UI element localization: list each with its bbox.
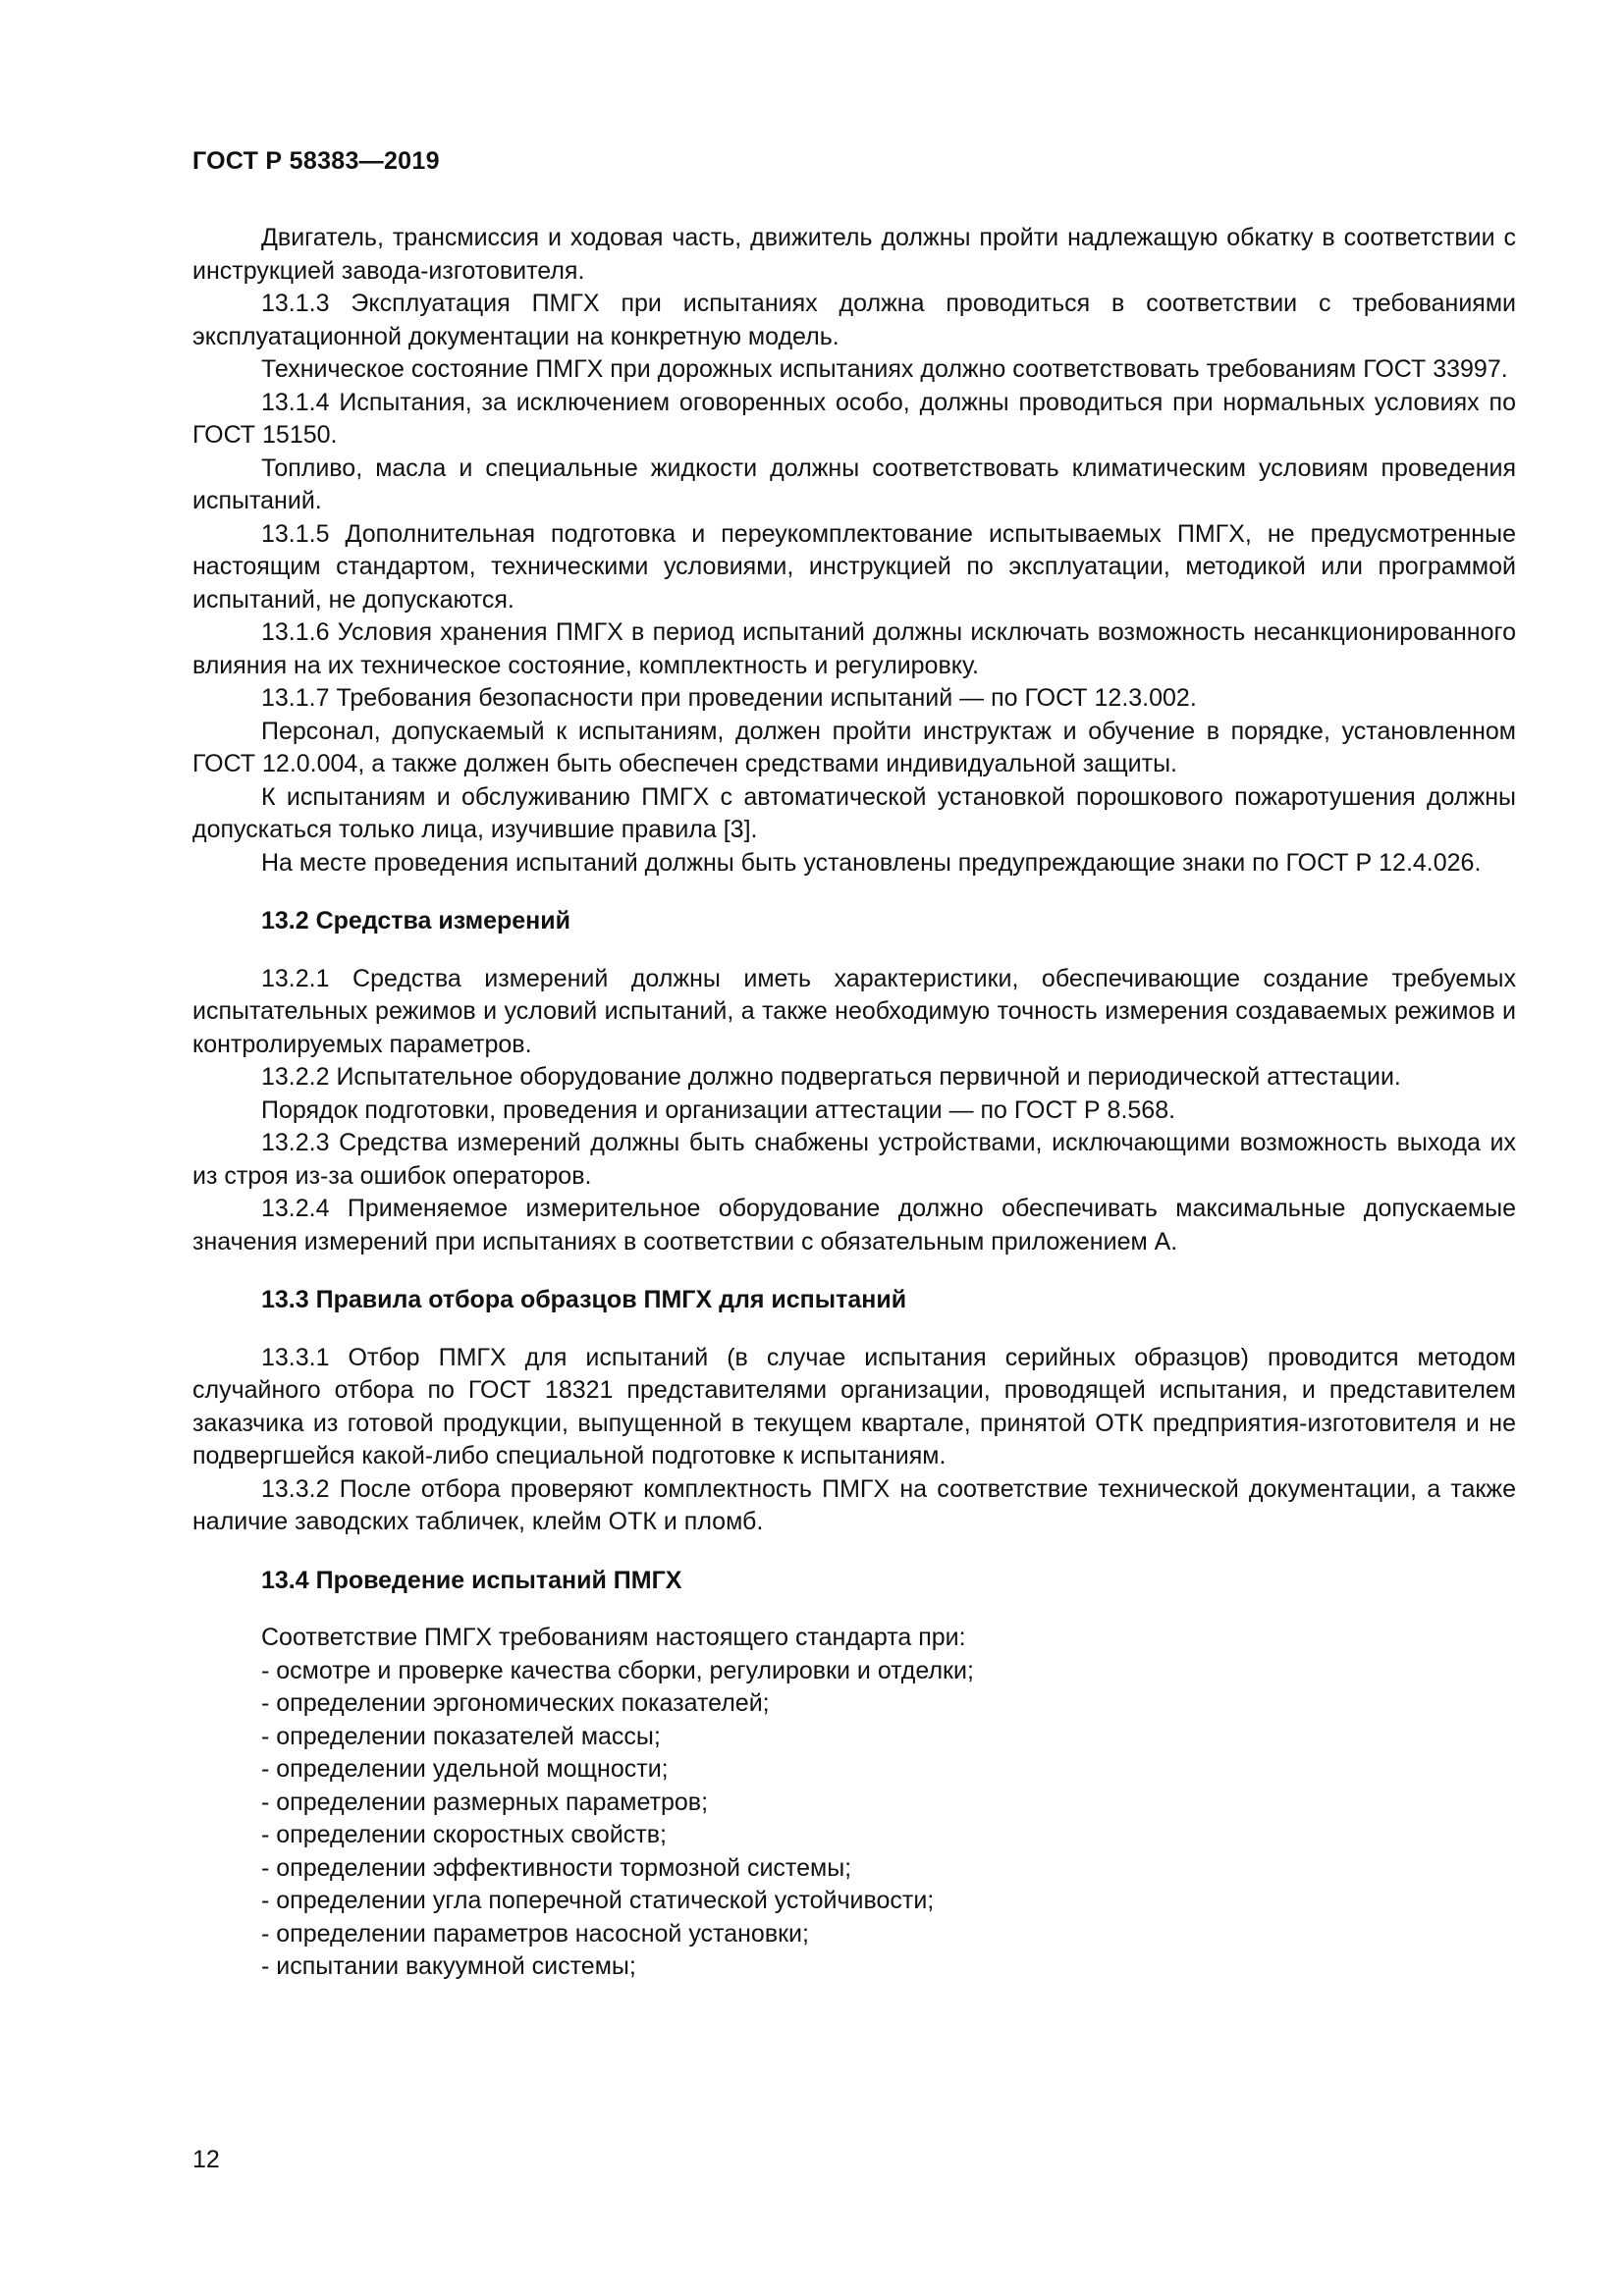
list-intro: Соответствие ПМГХ требованиям настоящего стандарта при:: [261, 1624, 966, 1651]
paragraph: 13.2.2 Испытательное оборудование должно подвергаться первичной и периодической аттестации.: [261, 1063, 1401, 1091]
list-item: - осмотре и проверке качества сборки, регулировки и отделки;: [261, 1655, 1516, 1688]
list-item: - испытании вакуумной системы;: [261, 1950, 1516, 1984]
paragraph: На месте проведения испытаний должны быть установлены предупреждающие знаки по ГОСТ Р 12.4.026.: [261, 848, 1482, 877]
list-item: - определении удельной мощности;: [261, 1753, 1516, 1787]
paragraph: Порядок подготовки, проведения и организации аттестации — по ГОСТ Р 8.568.: [261, 1095, 1176, 1124]
paragraph: К испытаниям и обслуживанию ПМГХ с автоматической установкой порошкового пожаротушения должны допускаться только лица, изучившие правила [3].: [192, 782, 1516, 843]
paragraph: 13.3.1 Отбор ПМГХ для испытаний (в случае испытания серийных образцов) проводится методом случайного отбора по ГОСТ 18321 представителями организации, проводящей испытания, и представителем заказчика из готовой продукции, выпущенной в текущем квартале, принятой ОТК предприятия-изготовителя и не подвергшейся какой-либо специальной подготовке к испытаниям.: [192, 1343, 1516, 1469]
section-heading-13-4: 13.4 Проведение испытаний ПМГХ: [261, 1566, 682, 1594]
paragraph: 13.3.2 После отбора проверяют комплектность ПМГХ на соответствие технической документации, а также наличие заводских табличек, клейм ОТК и пломб.: [192, 1474, 1516, 1535]
list-item: - определении показателей массы;: [261, 1721, 1516, 1754]
list-item: - определении размерных параметров;: [261, 1787, 1516, 1820]
paragraph: Персонал, допускаемый к испытаниям, должен пройти инструктаж и обучение в порядке, установленном ГОСТ 12.0.004, а также должен быть обеспечен средствами индивидуальной защиты.: [192, 717, 1516, 777]
paragraph: 13.2.3 Средства измерений должны быть снабжены устройствами, исключающими возможность выхода их из строя из-за ошибок операторов.: [192, 1129, 1516, 1190]
section-heading-13-2: 13.2 Средства измерений: [261, 907, 570, 934]
list-item: - определении эффективности тормозной системы;: [261, 1852, 1516, 1886]
paragraph: 13.1.5 Дополнительная подготовка и переукомплектование испытываемых ПМГХ, не предусмотренные настоящим стандартом, техническими условиями, инструкцией по эксплуатации, методикой или программой испытаний, не допускаются.: [192, 519, 1516, 614]
list-item: - определении скоростных свойств;: [261, 1819, 1516, 1852]
paragraph: Двигатель, трансмиссия и ходовая часть, движитель должны пройти надлежащую обкатку в соответствии с инструкцией завода-изготовителя.: [192, 224, 1516, 285]
paragraph: 13.2.4 Применяемое измерительное оборудование должно обеспечивать максимальные допускаемые значения измерений при испытаниях в соответствии с обязательным приложением А.: [192, 1195, 1516, 1255]
section-heading-13-3: 13.3 Правила отбора образцов ПМГХ для испытаний: [261, 1286, 907, 1313]
list-item: - определении эргономических показателей;: [261, 1687, 1516, 1721]
paragraph: Топливо, масла и специальные жидкости должны соответствовать климатическим условиям проведения испытаний.: [192, 454, 1516, 514]
paragraph: 13.1.3 Эксплуатация ПМГХ при испытаниях должна проводиться в соответствии с требованиями эксплуатационной документации на конкретную модель.: [192, 290, 1516, 350]
list-item: - определении параметров насосной установки;: [261, 1918, 1516, 1951]
list-item: - определении угла поперечной статической устойчивости;: [261, 1885, 1516, 1918]
paragraph: 13.1.6 Условия хранения ПМГХ в период испытаний должны исключать возможность несанкционированного влияния на их техническое состояние, комплектность и регулировку.: [192, 618, 1516, 679]
paragraph: 13.1.7 Требования безопасности при проведении испытаний — по ГОСТ 12.3.002.: [261, 684, 1197, 712]
document-body: [192, 222, 1516, 1984]
test-list: [192, 1655, 1516, 1984]
paragraph: Техническое состояние ПМГХ при дорожных испытаниях должно соответствовать требованиям ГОСТ 33997.: [261, 355, 1508, 383]
page-number: 12: [192, 2146, 220, 2173]
paragraph: 13.1.4 Испытания, за исключением оговоренных особо, должны проводиться при нормальных условиях по ГОСТ 15150.: [192, 388, 1516, 449]
document-header: ГОСТ Р 58383—2019: [192, 147, 440, 175]
paragraph: 13.2.1 Средства измерений должны иметь характеристики, обеспечивающие создание требуемых испытательных режимов и условий испытаний, а также необходимую точность измерения создаваемых режимов и контролируемых параметров.: [192, 964, 1516, 1058]
